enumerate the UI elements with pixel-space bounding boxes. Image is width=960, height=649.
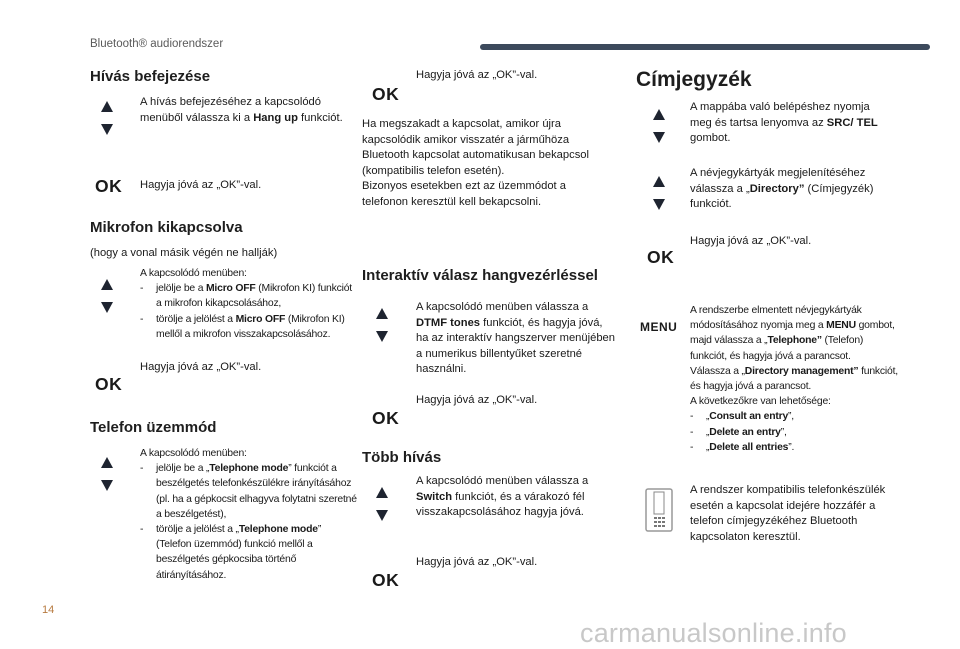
switch-text: A kapcsolódó menüben válassza a Switch funkciót, és a várakozó fél visszakapcsolásához hagyja jóvá. xyxy=(416,475,589,518)
heading-interactive-voice: Interaktív válasz hangvezérléssel xyxy=(362,267,598,284)
ok-button-icon: OK xyxy=(372,84,400,104)
heading-call-end: Hívás befejezése xyxy=(90,68,211,85)
up-down-arrows-icon xyxy=(651,109,667,143)
ok-confirm-text: Hagyja jóvá az „OK”-val. xyxy=(416,69,538,81)
ok-confirm-text: Hagyja jóvá az „OK”-val. xyxy=(416,394,538,406)
reconnect-paragraph: Ha megszakadt a kapcsolat, amikor újra kapcsolódik amikor visszatér a járműhöza Bluetooth kapcsolat automatikusan bekapcsol (kompatibilis telefon esetén). Bizonyos esetekben ezt az üzemmódot a telefonon keresztül kell bekapcsolni. xyxy=(362,118,590,208)
phone-compat-text: A rendszer kompatibilis telefonkészülék esetén a kapcsolat idejére hozzáfér a telefon címjegyzékéhez Bluetooth kapcsolaton keresztül. xyxy=(690,484,886,543)
heading-multiple-calls: Több hívás xyxy=(362,449,442,466)
dtmf-text: A kapcsolódó menüben válassza a DTMF tones funkciót, és hagyja jóvá, ha az interaktív hangszerver menüjében a numerikus billentyűket szeretné használni. xyxy=(416,301,616,375)
ok-button-icon: OK xyxy=(372,570,400,590)
up-down-arrows-icon xyxy=(99,457,115,491)
header-bar xyxy=(480,44,930,50)
ok-confirm-text: Hagyja jóvá az „OK”-val. xyxy=(416,556,538,568)
heading-mic-off: Mikrofon kikapcsolva xyxy=(90,219,243,236)
phone-icon xyxy=(645,488,673,537)
mic-off-subtitle: (hogy a vonal másik végén ne hallják) xyxy=(90,247,278,259)
up-down-arrows-icon xyxy=(374,487,390,521)
up-down-arrows-icon xyxy=(99,101,115,135)
ok-button-icon: OK xyxy=(95,374,123,394)
directory-open-text: A mappába való belépéshez nyomja meg és tartsa lenyomva az SRC/ TEL gombot. xyxy=(690,101,878,144)
ok-confirm-text: Hagyja jóvá az „OK”-val. xyxy=(140,179,262,191)
directory-management-text: A rendszerbe elmentett névjegykártyák módosításához nyomja meg a MENU gombot, majd válassza a „Telephone” (Telefon) funkciót, és hagyja jóvá a parancsot. Válassza a „Directory management” funkciót, és hagyja jóvá a parancsot. A következőkre van lehetősége: - „Consult an entry”, - „Delete an entry”, - „Delete all entries”. xyxy=(690,305,898,453)
page-number: 14 xyxy=(42,604,55,616)
ok-button-icon: OK xyxy=(95,176,123,196)
heading-directory: Címjegyzék xyxy=(636,68,752,91)
call-end-text: A hívás befejezéséhez a kapcsolódó menüből válassza ki a Hang up funkciót. xyxy=(140,96,343,124)
phone-mode-instructions: A kapcsolódó menüben: - jelölje be a „Telephone mode” funkciót a beszélgetés telefonkészülékre irányításához (pl. ha a gépkocsit elhagyva folytatni szeretné a beszélgetést), - törölje a jelölést a „Telephone mode” (Telefon üzemmód) funkció mellől a beszélgetés gépkocsiba történő átirányításához. xyxy=(140,448,357,581)
heading-phone-mode: Telefon üzemmód xyxy=(90,419,217,436)
ok-confirm-text: Hagyja jóvá az „OK”-val. xyxy=(690,235,812,247)
page-header-title: Bluetooth® audiorendszer xyxy=(90,38,224,50)
ok-button-icon: OK xyxy=(647,247,675,267)
up-down-arrows-icon xyxy=(374,308,390,342)
watermark: carmanualsonline.info xyxy=(580,618,847,648)
ok-confirm-text: Hagyja jóvá az „OK”-val. xyxy=(140,361,262,373)
directory-select-text: A névjegykártyák megjelenítéséhez válassza a „Directory” (Címjegyzék) funkciót. xyxy=(690,167,874,210)
ok-button-icon: OK xyxy=(372,408,400,428)
menu-button-icon: MENU xyxy=(640,320,678,334)
up-down-arrows-icon xyxy=(99,279,115,313)
mic-off-instructions: A kapcsolódó menüben: - jelölje be a Micro OFF (Mikrofon KI) funkciót a mikrofon kikapcsolásához, - törölje a jelölést a Micro OFF (Mikrofon KI) mellől a mikrofon visszakapcsolásához. xyxy=(140,268,352,340)
up-down-arrows-icon xyxy=(651,176,667,210)
